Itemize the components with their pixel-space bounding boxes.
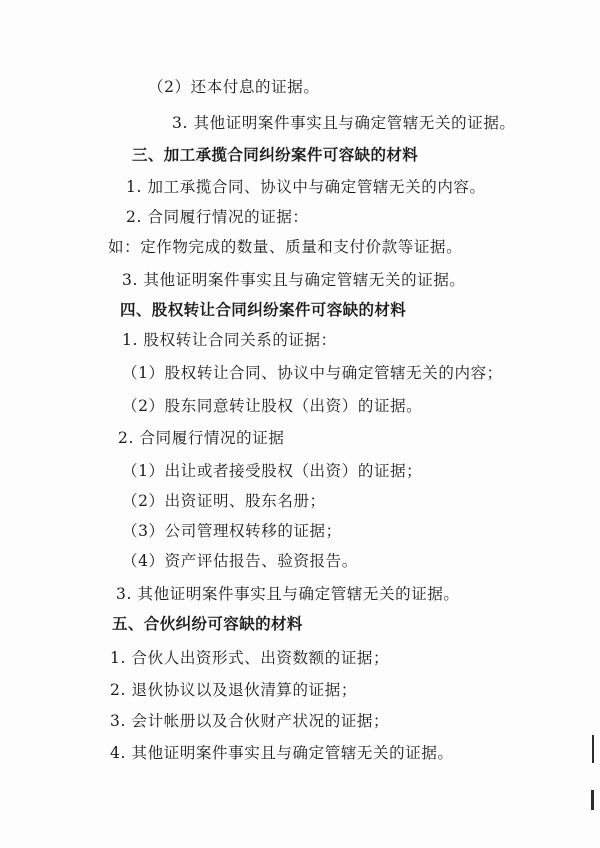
text-line-15: （3）公司管理权转移的证据； bbox=[122, 522, 342, 540]
text-line-11: （2）股东同意转让股权（出资）的证据。 bbox=[122, 397, 423, 415]
section-heading-3: 三、加工承揽合同纠纷案件可容缺的材料 bbox=[132, 146, 419, 164]
text-line-19: 1. 合伙人出资形式、出资数额的证据； bbox=[110, 649, 390, 667]
scan-edge-mark bbox=[592, 735, 594, 763]
text-line-21: 3. 会计帐册以及合伙财产状况的证据； bbox=[110, 712, 390, 730]
text-line-17: 3. 其他证明案件事实且与确定管辖无关的证据。 bbox=[116, 585, 460, 603]
text-line-20: 2. 退伙协议以及退伙清算的证据； bbox=[110, 681, 357, 699]
text-line-12: 2. 合同履行情况的证据 bbox=[118, 429, 285, 447]
text-line-5: 2. 合同履行情况的证据： bbox=[126, 208, 309, 226]
text-line-16: （4）资产评估报告、验资报告。 bbox=[122, 552, 358, 570]
section-heading-5: 五、合伙纠纷可容缺的材料 bbox=[112, 615, 303, 633]
text-line-6: 如：定作物完成的数量、质量和支付价款等证据。 bbox=[108, 238, 463, 256]
text-line-9: 1. 股权转让合同关系的证据： bbox=[122, 331, 337, 349]
text-line-13: （1）出让或者接受股权（出资）的证据； bbox=[122, 462, 423, 480]
text-line-1: （2）还本付息的证据。 bbox=[148, 78, 320, 96]
text-line-7: 3. 其他证明案件事实且与确定管辖无关的证据。 bbox=[122, 271, 466, 289]
text-line-14: （2）出资证明、股东名册； bbox=[122, 492, 326, 510]
text-line-2: 3. 其他证明案件事实且与确定管辖无关的证据。 bbox=[172, 114, 516, 132]
section-heading-4: 四、股权转让合同纠纷案件可容缺的材料 bbox=[120, 301, 407, 319]
text-line-4: 1. 加工承揽合同、协议中与确定管辖无关的内容。 bbox=[126, 178, 486, 196]
scan-edge-mark bbox=[591, 790, 594, 810]
text-line-22: 4. 其他证明案件事实且与确定管辖无关的证据。 bbox=[110, 744, 454, 762]
text-line-10: （1）股权转让合同、协议中与确定管辖无关的内容； bbox=[122, 364, 503, 382]
